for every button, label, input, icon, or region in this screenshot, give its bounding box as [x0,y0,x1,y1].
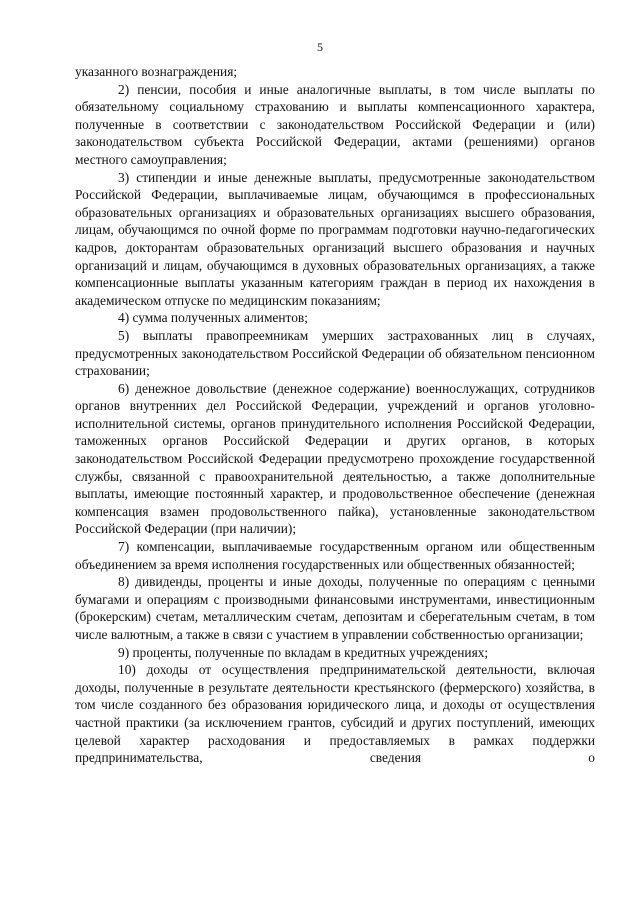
paragraph-item-7: 7) компенсации, выплачиваемые государственным органом или общественным объединением за время исполнения государственных или общественных обязанностей; [75,539,595,572]
paragraph-item-2: 2) пенсии, пособия и иные аналогичные выплаты, в том числе выплаты по обязательному социальному страхованию и выплаты компенсационного характера, полученные в соответствии с законодательством Российской Федерации и (или) законодательством субъекта Российской Федерации, актами (решениями) органов местного самоуправления; [75,81,595,167]
paragraph-item-9: 9) проценты, полученные по вкладам в кредитных учреждениях; [118,644,489,660]
page-number: 5 [317,40,323,54]
paragraph-item-8: 8) дивиденды, проценты и иные доходы, полученные по операциям с ценными бумагами и операциям с производными финансовыми инструментами, инвестиционным (брокерским) счетам, металлическим счетам, депозитам и сберегательным счетам, в том числе валютным, а также в связи с участием в управлении собственностью организации; [75,574,595,642]
paragraph-item-4: 4) сумма полученных алиментов; [118,310,308,326]
document-body [75,63,595,767]
paragraph-item-3: 3) стипендии и иные денежные выплаты, предусмотренные законодательством Российской Федерации, выплачиваемые лицам, обучающимся в профессиональных образовательных организациях и образовательных организациях высшего образования, лицам, обучающимся по очной форме по программам подготовки научно-педагогических кадров, докторантам образовательных организаций высшего образования и научных организаций и лицам, обучающимся в духовных образовательных организациях, а также компенсационные выплаты указанным категориям граждан в период их нахождения в академическом отпуске по медицинским показаниям; [75,169,595,308]
paragraph-item-6: 6) денежное довольствие (денежное содержание) военнослужащих, сотрудников органов внутренних дел Российской Федерации, учреждений и органов уголовно-исполнительной системы, органов принудительного исполнения Российской Федерации, таможенных органов Российской Федерации и других органов, в которых законодательством Российской Федерации предусмотрено прохождение государственной службы, связанной с правоохранительной деятельностью, а также дополнительные выплаты, имеющие постоянный характер, и продовольственное обеспечение (денежная компенсация взамен продовольственного пайка), установленные законодательством Российской Федерации (при наличии); [75,380,595,537]
paragraph-item-5: 5) выплаты правопреемникам умерших застрахованных лиц в случаях, предусмотренных законодательством Российской Федерации об обязательном пенсионном страховании; [75,327,595,379]
paragraph-item-10: 10) доходы от осуществления предпринимательской деятельности, включая доходы, полученные в результате деятельности крестьянского (фермерского) хозяйства, в том числе созданного без образования юридического лица, и доходы от осуществления частной практики (за исключением грантов, субсидий и других поступлений, имеющих целевой характер расходования и предоставляемых в рамках поддержки предпринимательства, сведения о [75,662,595,766]
paragraph-continuation: указанного вознаграждения; [75,64,238,79]
